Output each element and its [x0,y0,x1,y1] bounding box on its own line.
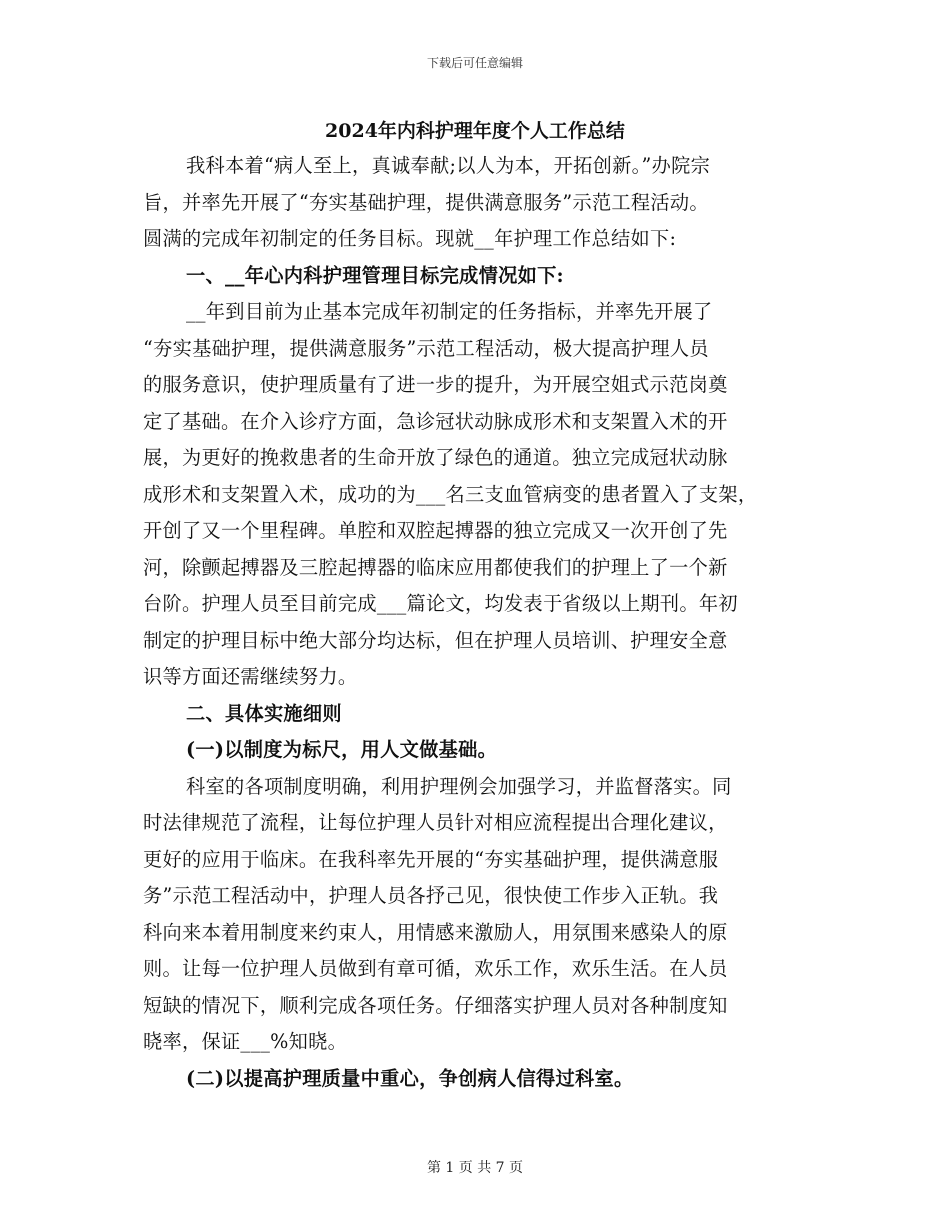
body-line: 时法律规范了流程，让每位护理人员针对相应流程提出合理化建议， [143,811,728,834]
subsection-heading-2: (二)以提高护理质量中重心，争创病人信得过科室。 [186,1066,634,1090]
section-heading-1: 一、__年心内科护理管理目标完成情况如下: [186,263,564,287]
body-line: 务”示范工程活动中，护理人员各抒己见，很快使工作步入正轨。我 [143,884,719,907]
body-line: “夯实基础护理，提供满意服务”示范工程活动，极大提高护理人员 [143,336,709,360]
body-line: __年到目前为止基本完成年初制定的任务指标，并率先开展了 [186,300,713,323]
body-line: 河，除颤起搏器及三腔起搏器的临床应用都使我们的护理上了一个新 [143,555,728,579]
body-line: 开创了又一个里程碑。单腔和双腔起搏器的独立完成又一次开创了先 [143,519,728,542]
document-body [143,148,819,1097]
document-title: 2024年内科护理年度个人工作总结 [325,120,625,142]
body-line: 展，为更好的挽救患者的生命开放了绿色的通道。独立完成冠状动脉 [143,446,728,469]
body-line: 更好的应用于临床。在我科率先开展的“夯实基础护理，提供满意服 [143,847,719,871]
body-line: 我科本着“病人至上，真诚奉献;以人为本，开拓创新。”办院宗 [186,154,711,177]
section-heading-2: 二、具体实施细则 [186,701,342,725]
body-line: 则。让每一位护理人员做到有章可循，欢乐工作，欢乐生活。在人员 [143,957,728,980]
download-note: 下载后可任意编辑 [426,56,523,70]
body-line: 圆满的完成年初制定的任务目标。现就__年护理工作总结如下: [143,227,677,250]
body-line: 的服务意识，使护理质量有了进一步的提升，为开展空姐式示范岗奠 [143,373,728,396]
subsection-heading-1: (一)以制度为标尺，用人文做基础。 [186,738,498,761]
body-line: 旨，并率先开展了“夯实基础护理，提供满意服务”示范工程活动。 [143,190,709,214]
body-line: 识等方面还需继续努力。 [143,665,358,688]
body-line: 成形术和支架置入术，成功的为___名三支血管病变的患者置入了支架， [143,482,758,506]
body-line: 短缺的情况下，顺利完成各项任务。仔细落实护理人员对各种制度知 [143,993,728,1017]
body-line: 定了基础。在介入诊疗方面，急诊冠状动脉成形术和支架置入术的开 [143,409,728,433]
body-line: 制定的护理目标中绝大部分均达标，但在护理人员培训、护理安全意 [143,628,728,652]
page-number: 第 1 页 共 7 页 [426,1160,524,1176]
body-line: 台阶。护理人员至目前完成___篇论文，均发表于省级以上期刊。年初 [143,592,738,615]
body-line: 科向来本着用制度来约束人，用情感来激励人，用氛围来感染人的原 [143,920,728,944]
body-line: 科室的各项制度明确，利用护理例会加强学习，并监督落实。同 [186,774,732,798]
body-line: 晓率，保证___%知晓。 [143,1030,348,1053]
